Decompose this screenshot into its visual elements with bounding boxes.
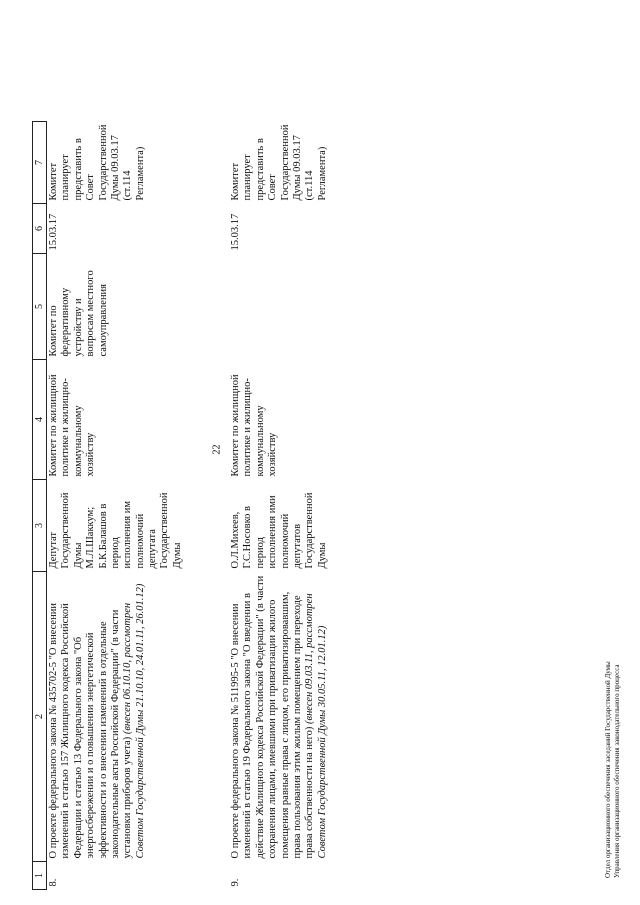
- bill-title-note: (внесен 06.10.10, рассмотрен Советом Государственной Думы 21.10.10, 24.01.11, 26.01.12): [122, 583, 146, 859]
- bill-title-note: (внесен 09.03.11, рассмотрен Советом Государственной Думы 30.05.11, 12.01.12): [304, 593, 328, 859]
- header-cell-3: 3: [33, 480, 47, 572]
- footer-line-2: Управления организационного обеспечения законодательного процесса: [612, 664, 621, 878]
- status: Комитет планирует представить в Совет Государственной Думы 09.03.17 (ст.114 Регламента): [48, 124, 146, 201]
- bill-title: [47, 572, 230, 862]
- date: 15.03.17: [230, 213, 241, 251]
- header-cell-2: 2: [33, 572, 47, 862]
- table-row: [229, 122, 330, 890]
- footer: [604, 18, 622, 878]
- initiator: Депутат Государственной Думы М.Л.Шаккум; Б.К.Балашов в период исполнения им полномочий депутата Государственной Думы: [48, 492, 183, 569]
- status: Комитет планирует представить в Совет Государственной Думы 09.03.17 (ст.114 Регламента): [230, 124, 328, 201]
- header-cell-6: 6: [33, 204, 47, 254]
- row-number: 8.: [48, 878, 59, 887]
- header-cell-4: 4: [33, 360, 47, 480]
- co-executor-committee: Комитет по федеративному устройству и вопросам местного самоуправления: [48, 270, 109, 357]
- bill-title: [229, 572, 330, 862]
- date: 15.03.17: [48, 213, 59, 251]
- bill-title-text: О проекте федерального закона № 435702-5 "О внесении изменений в статью 157 Жилищного кодекса Российской Федерации и статью 13 Федерального закона "Об энергосбережении и о повышении энергетической эффективности и о внесении изменений в отдельные законодательные акты Российской Федерации" (в части установки приборов учета): [48, 603, 134, 859]
- header-row: [33, 122, 47, 890]
- bill-title-text: О проекте федерального закона № 511995-5 "О внесении изменений в статью 19 Федерального закона "О введении в действие Жилищного кодекса Российской Федерации" (в части сохранения лицами, имевшими при приватизации жилого помещения равные права с лицом, его приватизировавшим, права пользования этим жилым помещением при переходе права собственности на него): [230, 575, 316, 859]
- responsible-committee: Комитет по жилищной политике и жилищно-коммунальному хозяйству: [230, 374, 279, 477]
- header-cell-5: 5: [33, 254, 47, 360]
- table-row: [47, 122, 230, 890]
- co-executor-committee: [229, 254, 330, 360]
- header-cell-7: 7: [33, 122, 47, 204]
- initiator: О.Л.Михеев, Г.С.Носовко в период исполнения ими полномочий депутатов Государственной Думы: [230, 492, 328, 569]
- rotated-page-content: [32, 10, 632, 890]
- page-number: 22: [211, 444, 223, 455]
- responsible-committee: Комитет по жилищной политике и жилищно-коммунальному хозяйству: [48, 374, 97, 477]
- agenda-table: [32, 121, 330, 890]
- footer-line-1: Отдел организационного обеспечения заседаний Государственной Думы: [604, 661, 612, 878]
- header-cell-1: 1: [33, 862, 47, 890]
- row-number: 9.: [230, 878, 241, 887]
